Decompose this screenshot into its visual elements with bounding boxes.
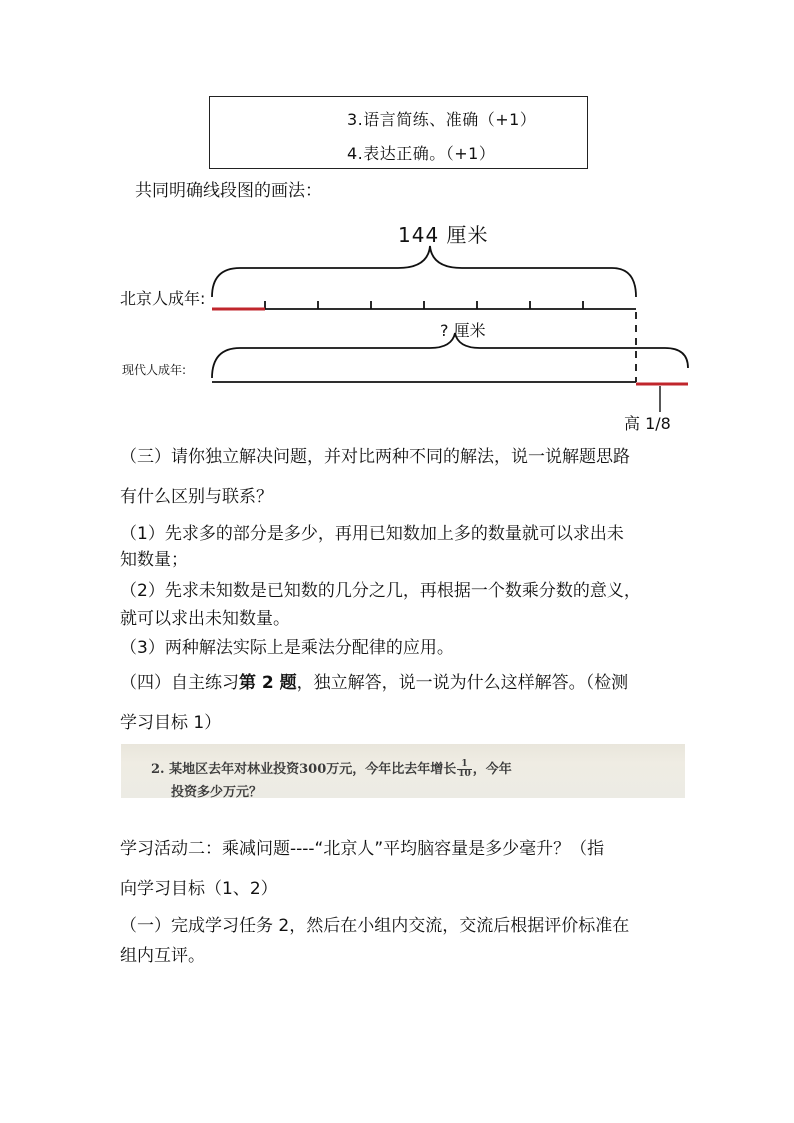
method2-line1: （2）先求未知数是已知数的几分之几，再根据一个数乘分数的意义， (120, 581, 641, 601)
activity2-line2: 向学习目标（1、2） (120, 879, 278, 899)
rubric-item-4: 4.表达正确。（+1） (347, 144, 496, 163)
section4-line2: 学习目标 1） (120, 713, 222, 733)
beijing-man-label: 北京人成年: (120, 289, 206, 308)
total-length-label: 144 厘米 (398, 223, 489, 247)
activity2-line1: 学习活动二：乘减问题----“北京人”平均脑容量是多少毫升？（指 (120, 839, 605, 859)
exercise-line1 (151, 758, 512, 779)
method1-line1: （1）先求多的部分是多少，再用已知数加上多的数量就可以求出未 (120, 524, 624, 544)
section4-pre: （四）自主练习 (120, 673, 239, 693)
beijing-ticks (265, 301, 583, 309)
extra-fraction-label: 高 1/8 (624, 414, 671, 433)
method1-line2: 知数量； (120, 550, 188, 570)
section4-post: ，独立解答，说一说为什么这样解答。（检测 (296, 673, 629, 693)
rubric-item-3: 3.语言简练、准确（+1） (347, 110, 537, 129)
fraction-numerator: 1 (457, 760, 472, 770)
section4-bold: 第 2 题 (239, 673, 297, 693)
line-segment-diagram (0, 0, 794, 440)
modern-man-label: 现代人成年: (122, 363, 187, 377)
section3-line1: （三）请你独立解决问题，并对比两种不同的解法，说一说解题思路 (120, 447, 630, 467)
task-line2: 组内互评。 (120, 946, 205, 966)
section4-line1 (120, 672, 628, 695)
exercise-line1-post: ，今年 (472, 762, 512, 777)
method2-line2: 就可以求出未知数量。 (120, 609, 290, 629)
fraction-denominator: 10 (458, 769, 471, 779)
unknown-brace (212, 333, 688, 378)
section3-line2: 有什么区别与联系？ (120, 487, 273, 507)
task-line1: （一）完成学习任务 2，然后在小组内交流，交流后根据评价标准在 (120, 916, 630, 936)
exercise-scan-image (121, 744, 685, 798)
method3: （3）两种解法实际上是乘法分配律的应用。 (120, 638, 454, 658)
exercise-line2: 投资多少万元？ (171, 785, 263, 800)
unknown-length-label: ? 厘米 (440, 321, 486, 340)
diagram-intro: 共同明确线段图的画法： (135, 181, 322, 201)
exercise-line1-pre: 2. 某地区去年对林业投资300万元，今年比去年增长 (151, 762, 457, 777)
total-brace (212, 246, 636, 297)
exercise-fraction (457, 760, 472, 779)
